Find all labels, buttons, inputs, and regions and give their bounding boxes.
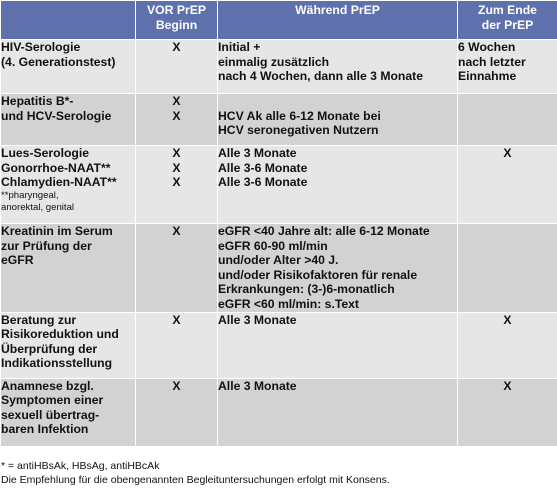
end-prep-line: nach letzter (458, 54, 526, 69)
examination-name-line: baren Infektion (1, 422, 89, 437)
header-end-line-2: der PrEP (481, 17, 534, 32)
examination-note-line: anorektal, genital (1, 201, 75, 213)
during-prep-line: einmalig zusätzlich (218, 54, 330, 69)
during-prep-line: HCV seronegativen Nutzern (218, 123, 379, 138)
before-prep-mark-line: X (172, 108, 181, 123)
during-prep-line: Alle 3 Monate (218, 146, 297, 160)
end-prep-cell (458, 146, 557, 224)
end-prep-line: X (503, 312, 512, 327)
end-prep-cell (458, 312, 557, 378)
examination-name-line: und HCV-Serologie (1, 108, 112, 123)
during-prep-line: Alle 3-6 Monate (218, 160, 308, 175)
header-before-line-2: Beginn (155, 17, 198, 32)
end-prep-line: X (503, 378, 512, 393)
end-prep-line: X (503, 146, 512, 160)
table-row (1, 94, 557, 146)
before-prep-mark-line: X (172, 94, 181, 108)
examination-name-line: Anamnese bzgl. (1, 378, 94, 393)
examination-name-line: Beratung zur (1, 312, 77, 327)
table-row (1, 40, 557, 94)
during-prep-cell (218, 312, 458, 378)
during-prep-line: HCV Ak alle 6-12 Monate bei (218, 108, 381, 123)
footnotes (1, 459, 390, 487)
header-during-prep (218, 1, 458, 40)
before-prep-mark-line: X (172, 175, 181, 190)
during-prep-line: eGFR 60-90 ml/min (218, 238, 328, 253)
end-prep-cell (458, 94, 557, 146)
examination-name-line: Chlamydien-NAAT** (1, 175, 117, 190)
examination-name-line: Kreatinin im Serum (1, 224, 113, 238)
end-prep-cell (458, 224, 557, 313)
examination-name-cell (1, 94, 136, 146)
header-before-prep (136, 1, 218, 40)
header-end-line-1: Zum Ende (478, 3, 537, 17)
before-prep-cell (136, 40, 218, 94)
during-prep-cell (218, 146, 458, 224)
examination-name-line: eGFR (1, 253, 34, 268)
examination-name-line: HIV-Serologie (1, 40, 81, 54)
during-prep-line: Erkrankungen: (3-)6-monatlich (218, 282, 395, 297)
during-prep-line: und/oder Risikofaktoren für renale (218, 267, 418, 282)
footnote-hepatitis: * = antiHBsAk, HBsAg, antiHBcAk (1, 460, 160, 472)
during-prep-cell (218, 378, 458, 446)
before-prep-mark-line: X (172, 312, 181, 327)
examination-name-line: Risikoreduktion und (1, 327, 119, 342)
during-prep-line: eGFR <60 ml/min: s.Text (218, 296, 359, 311)
examination-name-line: Lues-Serologie (1, 146, 90, 160)
table-row (1, 378, 557, 446)
examination-name-line: zur Prüfung der (1, 238, 92, 253)
during-prep-line: Alle 3-6 Monate (218, 175, 308, 190)
header-before-line-1: VOR PrEP (147, 3, 206, 17)
end-prep-line: 6 Wochen (458, 40, 516, 54)
footnote-consensus: Die Empfehlung für die obengenannten Begleituntersuchungen erfolgt mit Konsens. (1, 474, 390, 486)
before-prep-cell (136, 312, 218, 378)
examination-note-line: **pharyngeal, (1, 189, 59, 201)
table-row (1, 146, 557, 224)
before-prep-cell (136, 224, 218, 313)
before-prep-cell (136, 378, 218, 446)
header-during-line-1: Während PrEP (295, 3, 380, 17)
during-prep-line: Initial + (218, 40, 261, 54)
examination-name-line: sexuell übertrag- (1, 407, 100, 422)
before-prep-mark-line: X (172, 378, 181, 393)
examination-name-line: Indikationsstellung (1, 356, 113, 371)
before-prep-mark-line: X (172, 160, 181, 175)
examination-name-line: (4. Generationstest) (1, 54, 116, 69)
during-prep-line: und/oder Alter >40 J. (218, 253, 339, 268)
during-prep-cell (218, 94, 458, 146)
header-row (1, 1, 557, 40)
header-end-prep (458, 1, 557, 40)
table-row (1, 224, 557, 313)
end-prep-line: Einnahme (458, 69, 517, 84)
before-prep-cell (136, 94, 218, 146)
during-prep-cell (218, 224, 458, 313)
during-prep-line: eGFR <40 Jahre alt: alle 6-12 Monate (218, 224, 430, 238)
before-prep-mark-line: X (172, 146, 181, 160)
end-prep-cell (458, 40, 557, 94)
table-row (1, 312, 557, 378)
examination-name-cell (1, 146, 136, 224)
examination-name-cell (1, 378, 136, 446)
examination-name-cell (1, 224, 136, 313)
examination-name-cell (1, 312, 136, 378)
header-empty-cell (1, 1, 136, 40)
examination-name-line: Gonorrhoe-NAAT** (1, 160, 111, 175)
before-prep-cell (136, 146, 218, 224)
during-prep-line: nach 4 Wochen, dann alle 3 Monate (218, 69, 423, 84)
before-prep-mark-line: X (172, 40, 181, 54)
examination-name-line: Symptomen einer (1, 393, 104, 408)
examination-name-line: Hepatitis B*- (1, 94, 74, 108)
before-prep-mark-line: X (172, 224, 181, 238)
end-prep-cell (458, 378, 557, 446)
examination-name-cell (1, 40, 136, 94)
examination-name-line: Überprüfung der (1, 341, 98, 356)
during-prep-line: Alle 3 Monate (218, 312, 297, 327)
during-prep-line: Alle 3 Monate (218, 378, 297, 393)
table-body (1, 40, 557, 447)
during-prep-cell (218, 40, 458, 94)
